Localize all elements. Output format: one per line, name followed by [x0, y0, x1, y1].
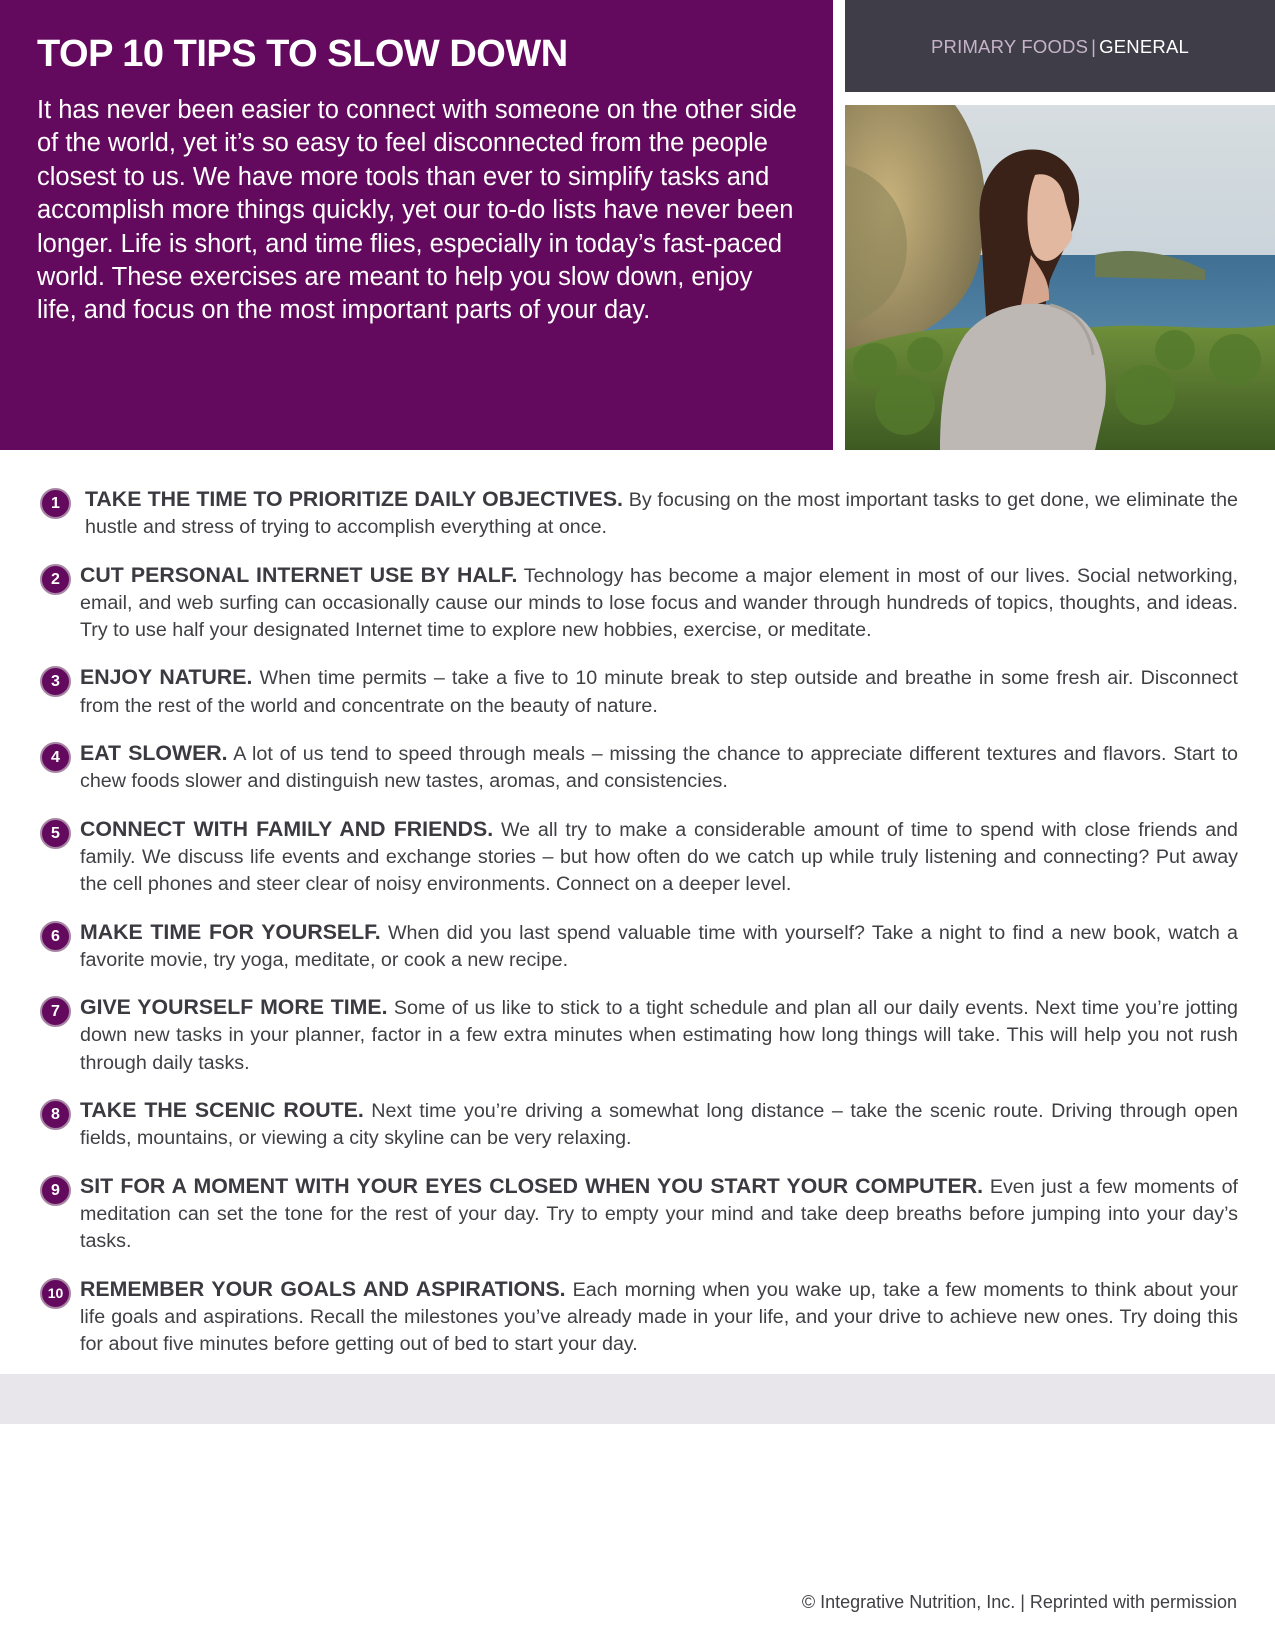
- tip-item: [40, 816, 1238, 899]
- category-secondary: GENERAL: [1099, 36, 1189, 57]
- tip-body: When time permits – take a five to 10 minute break to step outside and breathe in some fresh air. Disconnect from the rest of the world and concentrate on the beauty of nature.: [80, 667, 1238, 717]
- header-panel: [0, 0, 833, 450]
- tip-item: [40, 1276, 1238, 1359]
- copyright-notice: © Integrative Nutrition, Inc. | Reprinted with permission: [801, 1592, 1237, 1612]
- tip-body: We all try to make a considerable amount of time to spend with close friends and family. We discuss life events and exchange stories – but how often do we catch up while truly listening and connecting? Put away the cell phones and steer clear of noisy environments. Connect on a deeper level.: [80, 818, 1238, 896]
- tip-body: Next time you’re driving a somewhat long distance – take the scenic route. Driving through open fields, mountains, or viewing a city skyline can be very relaxing.: [80, 1100, 1238, 1150]
- woman-breathing-photo: [845, 105, 1275, 450]
- footer-band: [0, 1374, 1275, 1424]
- tip-heading: SIT FOR A MOMENT WITH YOUR EYES CLOSED WHEN YOU START YOUR COMPUTER.: [80, 1173, 984, 1198]
- tip-item: [40, 1173, 1238, 1256]
- tip-item: [40, 740, 1238, 796]
- tip-item: [40, 562, 1238, 645]
- tip-body: A lot of us tend to speed through meals – missing the chance to appreciate different textures and flavors. Start to chew foods slower and distinguish new tastes, aromas, and consistencies.: [80, 743, 1238, 793]
- tip-number-badge: 5: [40, 818, 71, 849]
- tip-heading: ENJOY NATURE.: [80, 665, 253, 690]
- tip-body: Even just a few moments of meditation can set the tone for the rest of your day. Try to empty your mind and take deep breaths before jumping into your day’s tasks.: [80, 1175, 1238, 1253]
- tip-body: Technology has become a major element in most of our lives. Social networking, email, and web surfing can occasionally cause our minds to lose focus and wander through hundreds of topics, thoughts, and ideas. Try to use half your designated Internet time to explore new hobbies, exercise, or meditate.: [80, 564, 1238, 642]
- tip-item: [40, 486, 1238, 542]
- tip-heading: CUT PERSONAL INTERNET USE BY HALF.: [80, 562, 518, 587]
- tip-item: [40, 1097, 1238, 1153]
- tip-number-badge: 9: [40, 1175, 71, 1206]
- tip-body: Some of us like to stick to a tight schedule and plan all our daily events. Next time you’re jotting down new tasks in your planner, factor in a few extra minutes when estimating how long things will take. This will help you not rush through daily tasks.: [80, 997, 1238, 1074]
- tip-number-badge: 2: [40, 564, 71, 595]
- tip-heading: GIVE YOURSELF MORE TIME.: [80, 995, 388, 1020]
- tip-heading: CONNECT WITH FAMILY AND FRIENDS.: [80, 816, 494, 841]
- tip-number-badge: 4: [40, 742, 71, 773]
- tip-body: When did you last spend valuable time with yourself? Take a night to find a new book, watch a favorite movie, try yoga, meditate, or cook a new recipe.: [80, 921, 1238, 971]
- tip-heading: MAKE TIME FOR YOURSELF.: [80, 919, 381, 944]
- tip-heading: TAKE THE SCENIC ROUTE.: [80, 1098, 364, 1123]
- tip-body: Each morning when you wake up, take a few moments to think about your life goals and aspirations. Recall the milestones you’ve already made in your life, and your drive to achieve new ones. Try doing this for about five minutes before getting out of bed to start your day.: [80, 1278, 1238, 1356]
- tip-number-badge: 7: [40, 996, 71, 1027]
- page-title: TOP 10 TIPS TO SLOW DOWN: [37, 33, 568, 75]
- tips-list: [40, 486, 1238, 1378]
- tip-body: By focusing on the most important tasks to get done, we eliminate the hustle and stress of trying to accomplish everything at once.: [85, 489, 1239, 539]
- tip-heading: EAT SLOWER.: [80, 741, 228, 766]
- tip-heading: TAKE THE TIME TO PRIORITIZE DAILY OBJECTIVES.: [85, 487, 623, 511]
- tip-heading: REMEMBER YOUR GOALS AND ASPIRATIONS.: [80, 1276, 566, 1301]
- category-separator: |: [1091, 36, 1097, 57]
- tip-number-badge: 8: [40, 1099, 71, 1130]
- tip-number-badge: 6: [40, 921, 71, 952]
- tip-number-badge: 1: [40, 488, 71, 519]
- tip-item: [40, 994, 1238, 1077]
- tip-number-badge: 3: [40, 666, 71, 697]
- category-label: [845, 0, 1275, 92]
- category-primary: PRIMARY FOODS: [931, 36, 1089, 57]
- tip-number-badge: 10: [40, 1278, 71, 1309]
- intro-paragraph: It has never been easier to connect with someone on the other side of the world, yet it’s so easy to feel disconnected from the people closest to us. We have more tools than ever to simplify tasks and accomplish more things quickly, yet our to-do lists have never been longer. Life is short, and time flies, especially in today’s fast-paced world. These exercises are meant to help you slow down, enjoy life, and focus on the most important parts of your day.: [37, 96, 797, 325]
- tip-item: [40, 664, 1238, 720]
- tip-item: [40, 919, 1238, 975]
